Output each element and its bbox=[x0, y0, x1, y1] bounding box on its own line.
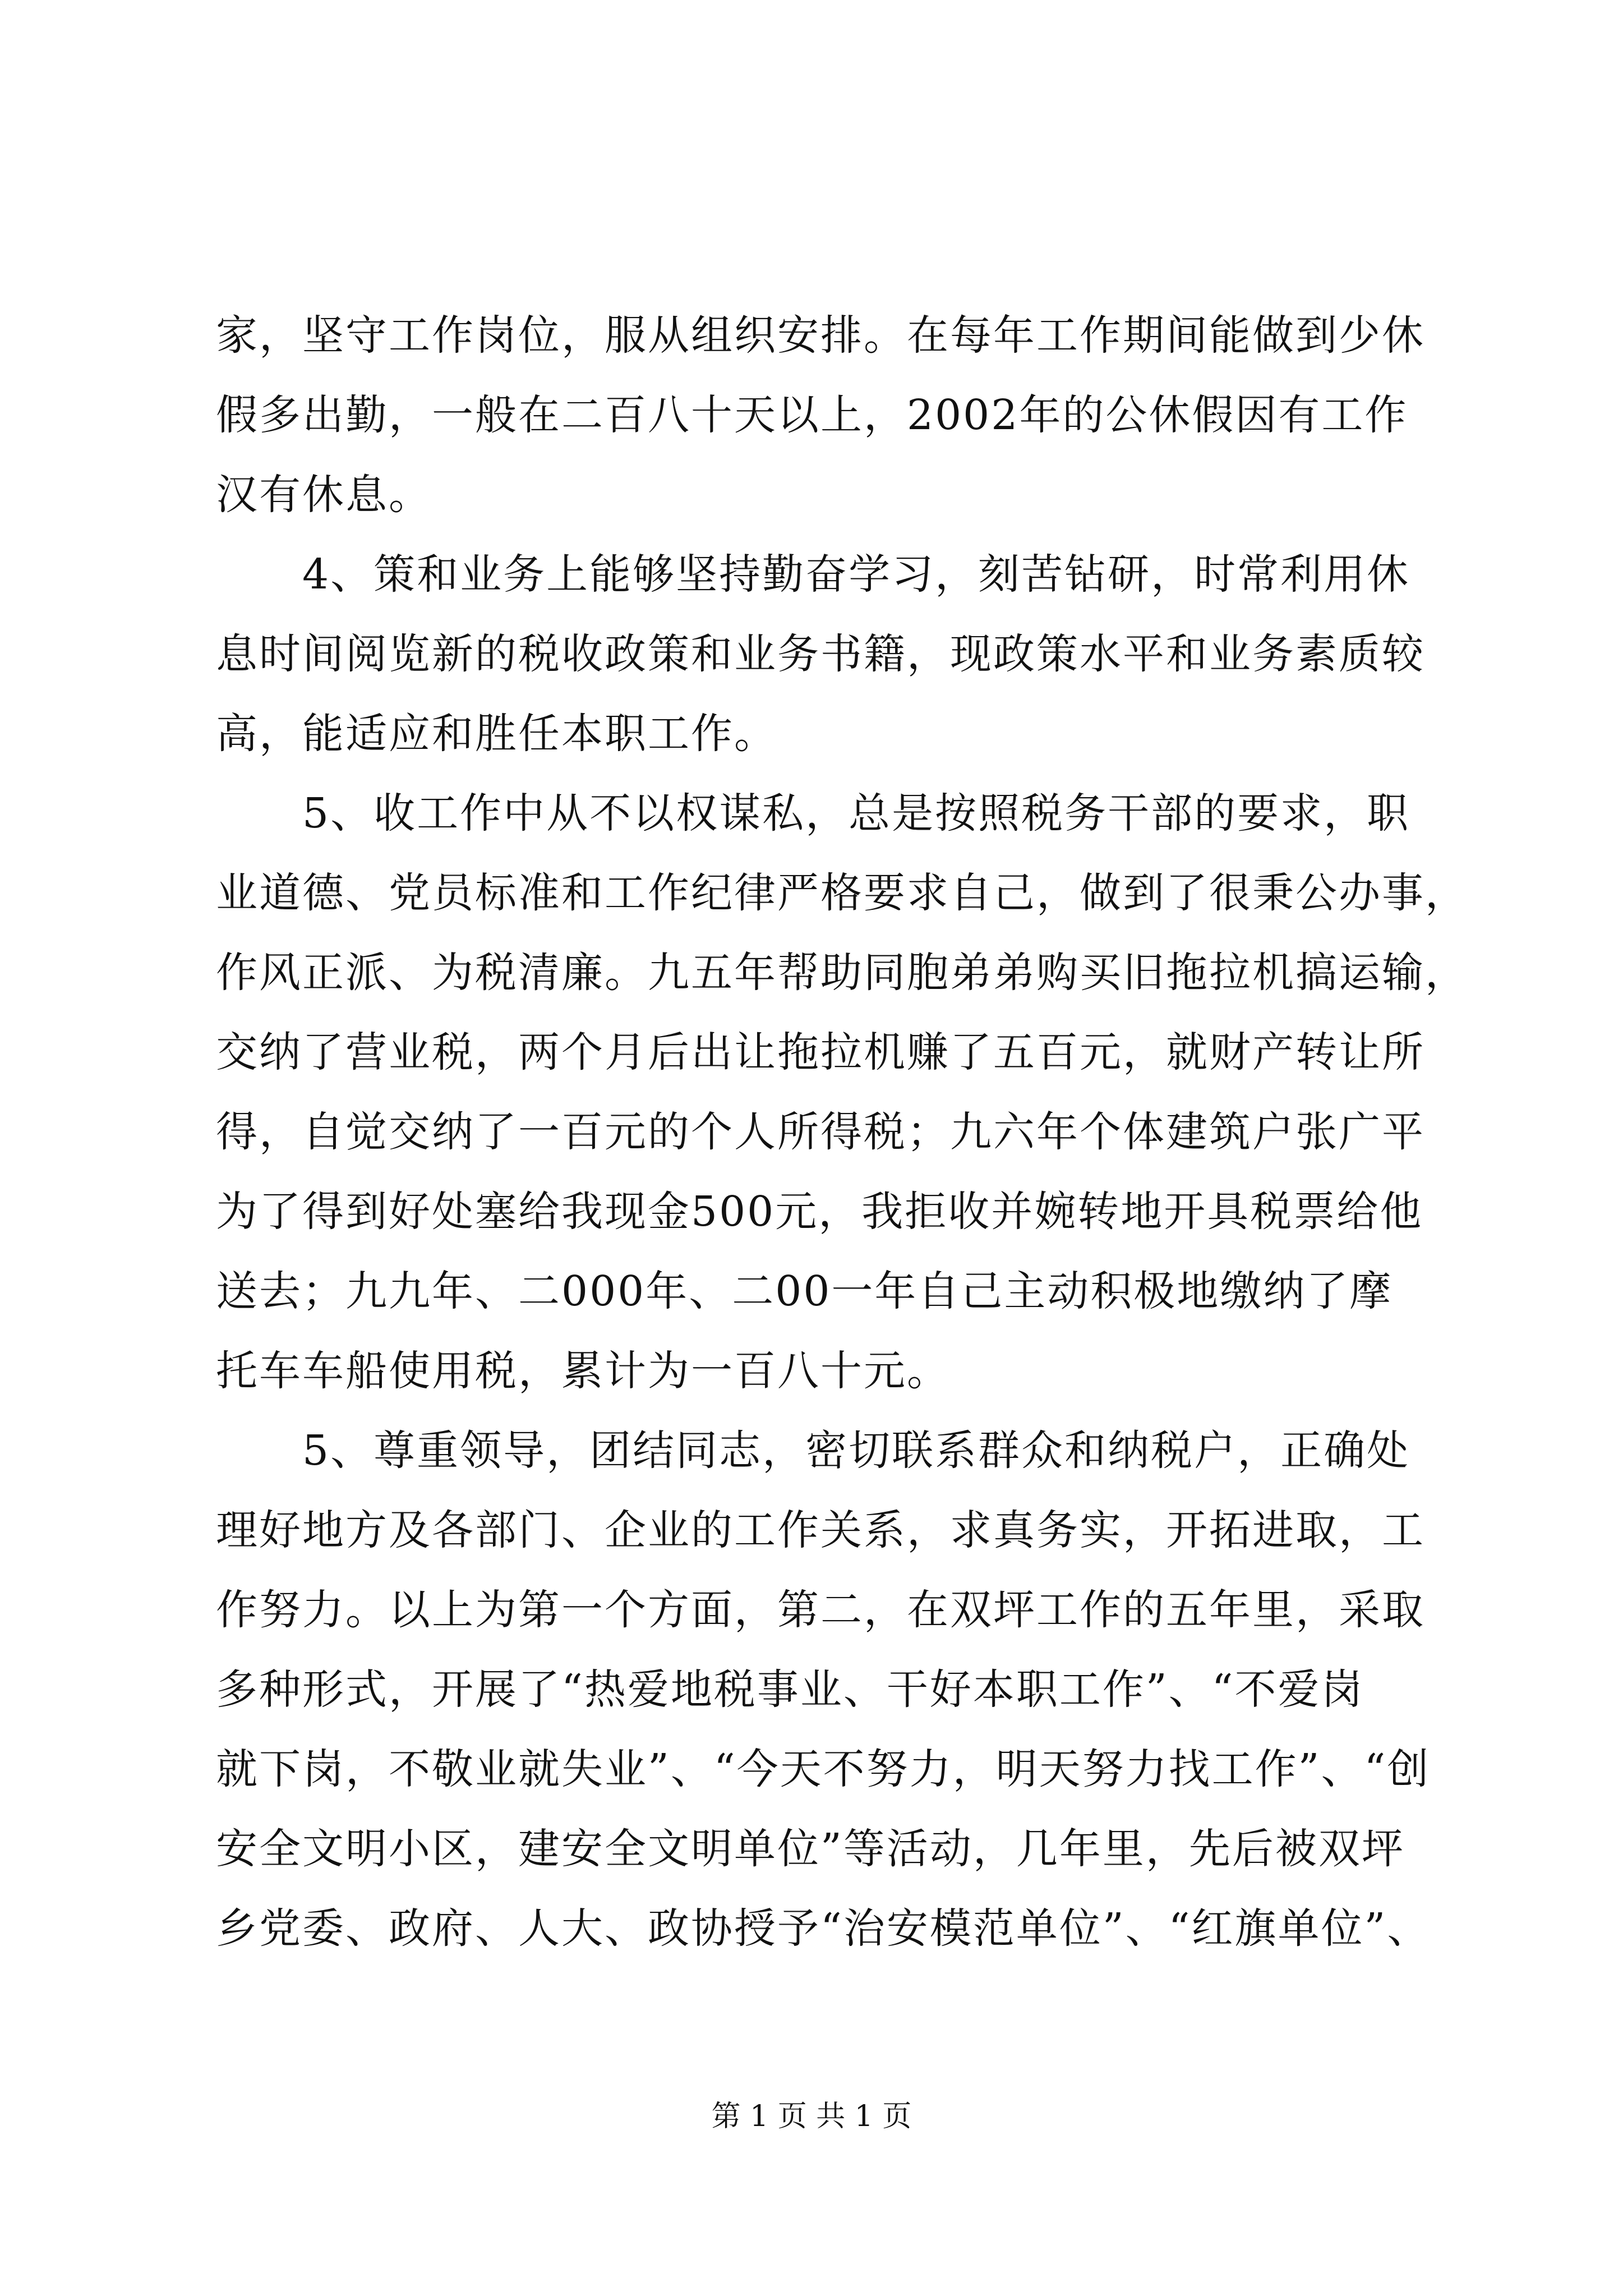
text-line: 得，自觉交纳了一百元的个人所得税；九六年个体建筑户张广平 bbox=[216, 1108, 1425, 1156]
text-line: 交纳了营业税，两个月后出让拖拉机赚了五百元，就财产转让所 bbox=[216, 1028, 1425, 1076]
text-line: 就下岗，不敬业就失业”、“今天不努力，明天努力找工作”、“创 bbox=[216, 1745, 1431, 1793]
text-line: 作努力。以上为第一个方面，第二，在双坪工作的五年里，采取 bbox=[216, 1586, 1425, 1634]
page-number-footer: 第 1 页 共 1 页 bbox=[711, 2100, 912, 2133]
text-line: 作风正派、为税清廉。九五年帮助同胞弟弟购买旧拖拉机搞运输， bbox=[216, 949, 1468, 997]
text-line: 业道德、党员标准和工作纪律严格要求自己，做到了很秉公办事， bbox=[216, 869, 1468, 917]
text-line: 4、策和业务上能够坚持勤奋学习，刻苦钻研，时常利用休 bbox=[216, 550, 1410, 599]
text-line: 多种形式，开展了“热爱地税事业、干好本职工作”、“不爱岗 bbox=[216, 1665, 1364, 1714]
text-line: 安全文明小区，建安全文明单位”等活动，几年里，先后被双坪 bbox=[216, 1825, 1405, 1873]
text-line: 托车车船使用税，累计为一百八十元。 bbox=[216, 1347, 950, 1395]
text-line: 5、收工作中从不以权谋私，总是按照税务干部的要求，职 bbox=[216, 789, 1410, 838]
text-line: 汉有休息。 bbox=[216, 471, 432, 519]
text-line: 理好地方及各部门、企业的工作关系，求真务实，开拓进取，工 bbox=[216, 1506, 1425, 1554]
text-line: 乡党委、政府、人大、政协授予“治安模范单位”、“红旗单位”、 bbox=[216, 1904, 1431, 1953]
text-line: 假多出勤，一般在二百八十天以上，2002年的公休假因有工作 bbox=[216, 391, 1408, 439]
text-line: 高，能适应和胜任本职工作。 bbox=[216, 710, 777, 758]
text-line: 息时间阅览新的税收政策和业务书籍，现政策水平和业务素质较 bbox=[216, 630, 1425, 678]
text-line: 家，坚守工作岗位，服从组织安排。在每年工作期间能做到少休 bbox=[216, 311, 1425, 360]
text-line: 为了得到好处塞给我现金500元，我拒收并婉转地开具税票给他 bbox=[216, 1188, 1423, 1236]
text-line: 5、尊重领导，团结同志，密切联系群众和纳税户，正确处 bbox=[216, 1427, 1410, 1475]
text-line: 送去；九九年、二000年、二00一年自己主动积极地缴纳了摩 bbox=[216, 1267, 1393, 1315]
